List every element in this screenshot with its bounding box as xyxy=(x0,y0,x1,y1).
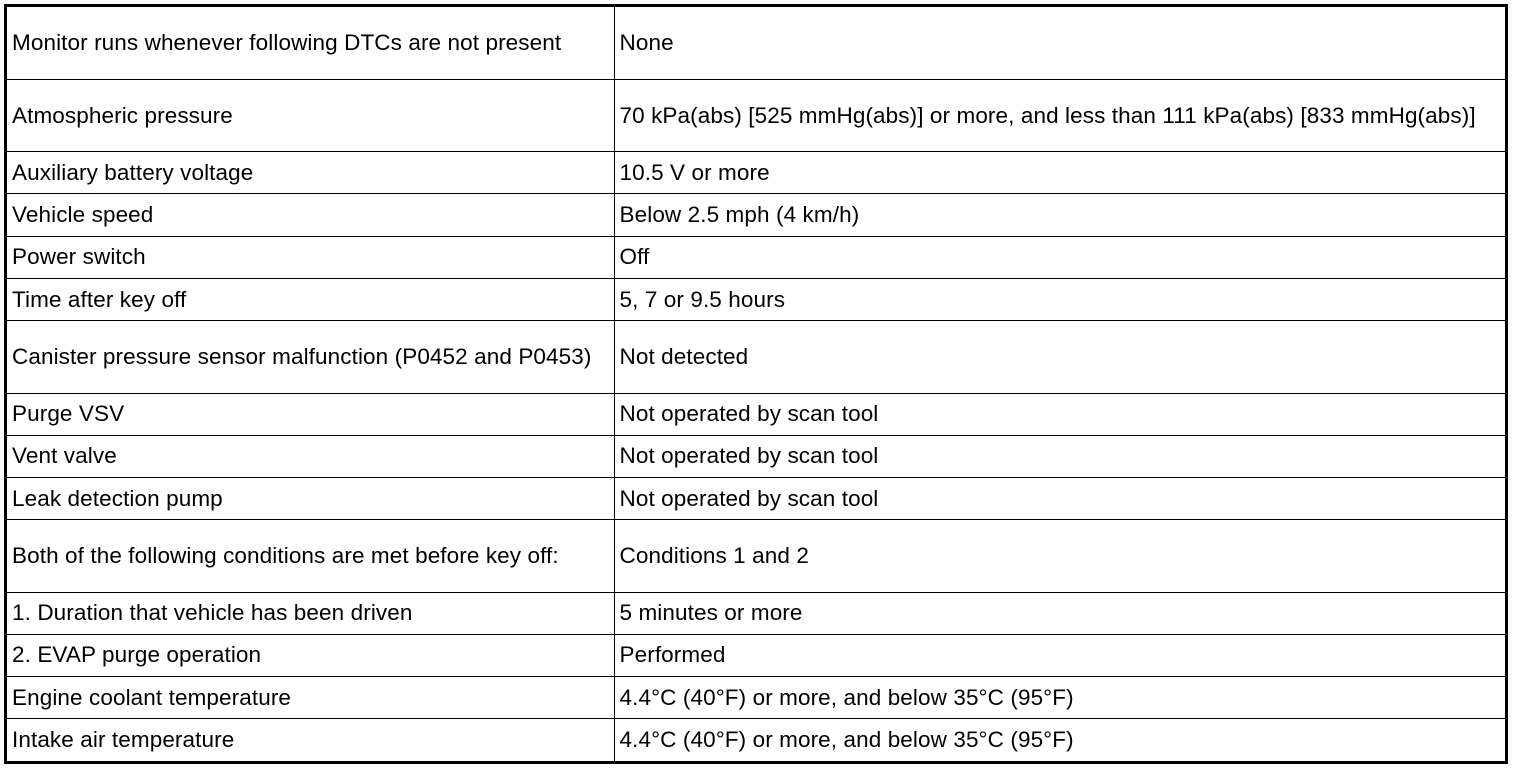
monitor-conditions-table-frame xyxy=(4,4,1508,764)
condition-cell: Leak detection pump xyxy=(7,477,614,519)
value-cell: 10.5 V or more xyxy=(614,152,1505,194)
condition-cell: 1. Duration that vehicle has been driven xyxy=(7,592,614,634)
condition-cell: Monitor runs whenever following DTCs are not present xyxy=(7,7,614,79)
table-row xyxy=(7,278,1505,320)
value-cell: Not operated by scan tool xyxy=(614,435,1505,477)
condition-cell: Vehicle speed xyxy=(7,194,614,236)
value-cell: 4.4°C (40°F) or more, and below 35°C (95°F) xyxy=(614,676,1505,718)
value-cell: None xyxy=(614,7,1505,79)
condition-cell: Time after key off xyxy=(7,278,614,320)
table-row xyxy=(7,236,1505,278)
monitor-conditions-table xyxy=(7,7,1505,761)
condition-cell: Auxiliary battery voltage xyxy=(7,152,614,194)
value-cell: Not operated by scan tool xyxy=(614,393,1505,435)
table-row xyxy=(7,7,1505,79)
table-row xyxy=(7,592,1505,634)
condition-cell: Power switch xyxy=(7,236,614,278)
table-row xyxy=(7,676,1505,718)
table-row xyxy=(7,194,1505,236)
condition-cell: Purge VSV xyxy=(7,393,614,435)
value-cell: Not operated by scan tool xyxy=(614,477,1505,519)
condition-cell: Both of the following conditions are met before key off: xyxy=(7,520,614,592)
value-cell: 5 minutes or more xyxy=(614,592,1505,634)
table-row xyxy=(7,719,1505,761)
value-cell: Performed xyxy=(614,634,1505,676)
table-row xyxy=(7,477,1505,519)
value-cell: 4.4°C (40°F) or more, and below 35°C (95°F) xyxy=(614,719,1505,761)
table-row xyxy=(7,152,1505,194)
table-row xyxy=(7,393,1505,435)
table-row xyxy=(7,79,1505,151)
value-cell: Not detected xyxy=(614,321,1505,393)
condition-cell: Vent valve xyxy=(7,435,614,477)
condition-cell: Intake air temperature xyxy=(7,719,614,761)
condition-cell: Engine coolant temperature xyxy=(7,676,614,718)
value-cell: Below 2.5 mph (4 km/h) xyxy=(614,194,1505,236)
table-row xyxy=(7,321,1505,393)
value-cell: Off xyxy=(614,236,1505,278)
condition-cell: Atmospheric pressure xyxy=(7,79,614,151)
condition-cell: Canister pressure sensor malfunction (P0452 and P0453) xyxy=(7,321,614,393)
value-cell: 70 kPa(abs) [525 mmHg(abs)] or more, and less than 111 kPa(abs) [833 mmHg(abs)] xyxy=(614,79,1505,151)
table-row xyxy=(7,634,1505,676)
condition-cell: 2. EVAP purge operation xyxy=(7,634,614,676)
table-row xyxy=(7,520,1505,592)
table-row xyxy=(7,435,1505,477)
value-cell: 5, 7 or 9.5 hours xyxy=(614,278,1505,320)
value-cell: Conditions 1 and 2 xyxy=(614,520,1505,592)
